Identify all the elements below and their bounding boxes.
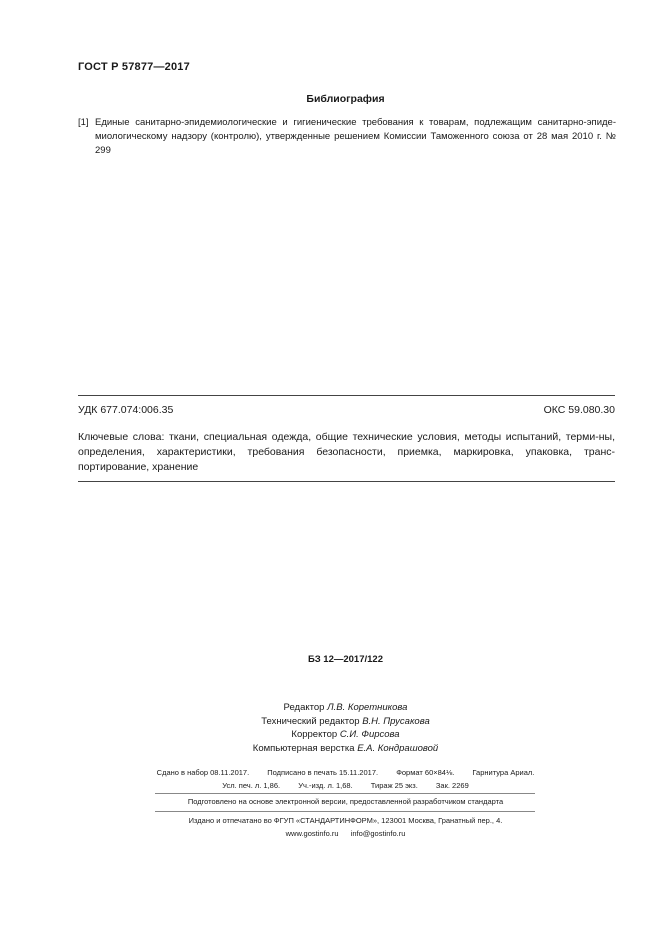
credit-editor [0,701,661,715]
publisher-block [0,815,661,840]
udk-code: УДК 677.074:006.35 [78,404,174,416]
imprint-line-2 [0,780,661,793]
publisher-contacts [0,828,661,841]
imprint-block [0,767,661,792]
imprint-divider [155,793,535,794]
credit-tech-editor [0,715,661,729]
publisher-website-link[interactable]: www.gostinfo.ru [285,828,339,838]
reference-number: [1] [78,117,89,128]
keywords: Ключевые слова: ткани, специальная одежда, общие технические условия, методы испытаний, терми-ны, определения, характеристики, требования безопасности, приемка, маркировка, упаковка, транс-портирование, хранение [78,431,615,473]
imprint-copies: Тираж 25 экз. [370,780,418,790]
imprint-sent: Сдано в набор 08.11.2017. [156,768,250,777]
imprint-order: Зак. 2269 [435,780,469,790]
bibliography-title: Библиография [306,93,385,105]
imprint-pub-sheets: Уч.-изд. л. 1,68. [298,780,353,790]
reference-text: Единые санитарно-эпидемиологические и гигиенические требования к товарам, подлежащим санитарно-эпиде-миологическому надзору (контролю), утвержденные решением Комиссии Таможенного союза от 28 мая 2010 г. № 299 [95,117,616,156]
imprint-print-sheets: Усл. печ. л. 1,86. [222,780,281,790]
publisher-divider [155,811,535,812]
imprint-signed: Подписано в печать 15.11.2017. [267,768,379,777]
credit-layout [0,742,661,756]
standard-number: ГОСТ Р 57877—2017 [78,61,190,73]
bibliography-item [78,116,616,158]
credit-name: Л.В. Коретникова [327,702,408,713]
credit-name: С.И. Фирсова [339,729,400,740]
publisher-email-link[interactable]: info@gostinfo.ru [350,828,406,838]
oks-code: ОКС 59.080.30 [543,404,615,416]
imprint-line-1 [0,767,661,780]
imprint-format: Формат 60×84⅛. [396,768,455,777]
divider-bottom [78,481,615,482]
prepared-note: Подготовлено на основе электронной версии, предоставленной разработчиком стандарта [187,797,504,806]
credit-name: В.Н. Прусакова [362,715,430,727]
credit-corrector [0,728,661,742]
credit-label: Редактор [283,702,325,713]
credits-block [0,701,661,755]
bz-number: БЗ 12—2017/122 [308,654,383,665]
imprint-font: Гарнитура Ариал. [472,768,535,777]
credit-label: Технический редактор [261,715,360,727]
credit-name: Е.А. Кондрашовой [357,742,439,754]
credit-label: Корректор [291,729,338,740]
divider-top [78,395,615,396]
credit-label: Компьютерная верстка [252,742,355,754]
publisher-line: Издано и отпечатано во ФГУП «СТАНДАРТИНФОРМ», 123001 Москва, Гранатный пер., 4. [188,816,503,825]
